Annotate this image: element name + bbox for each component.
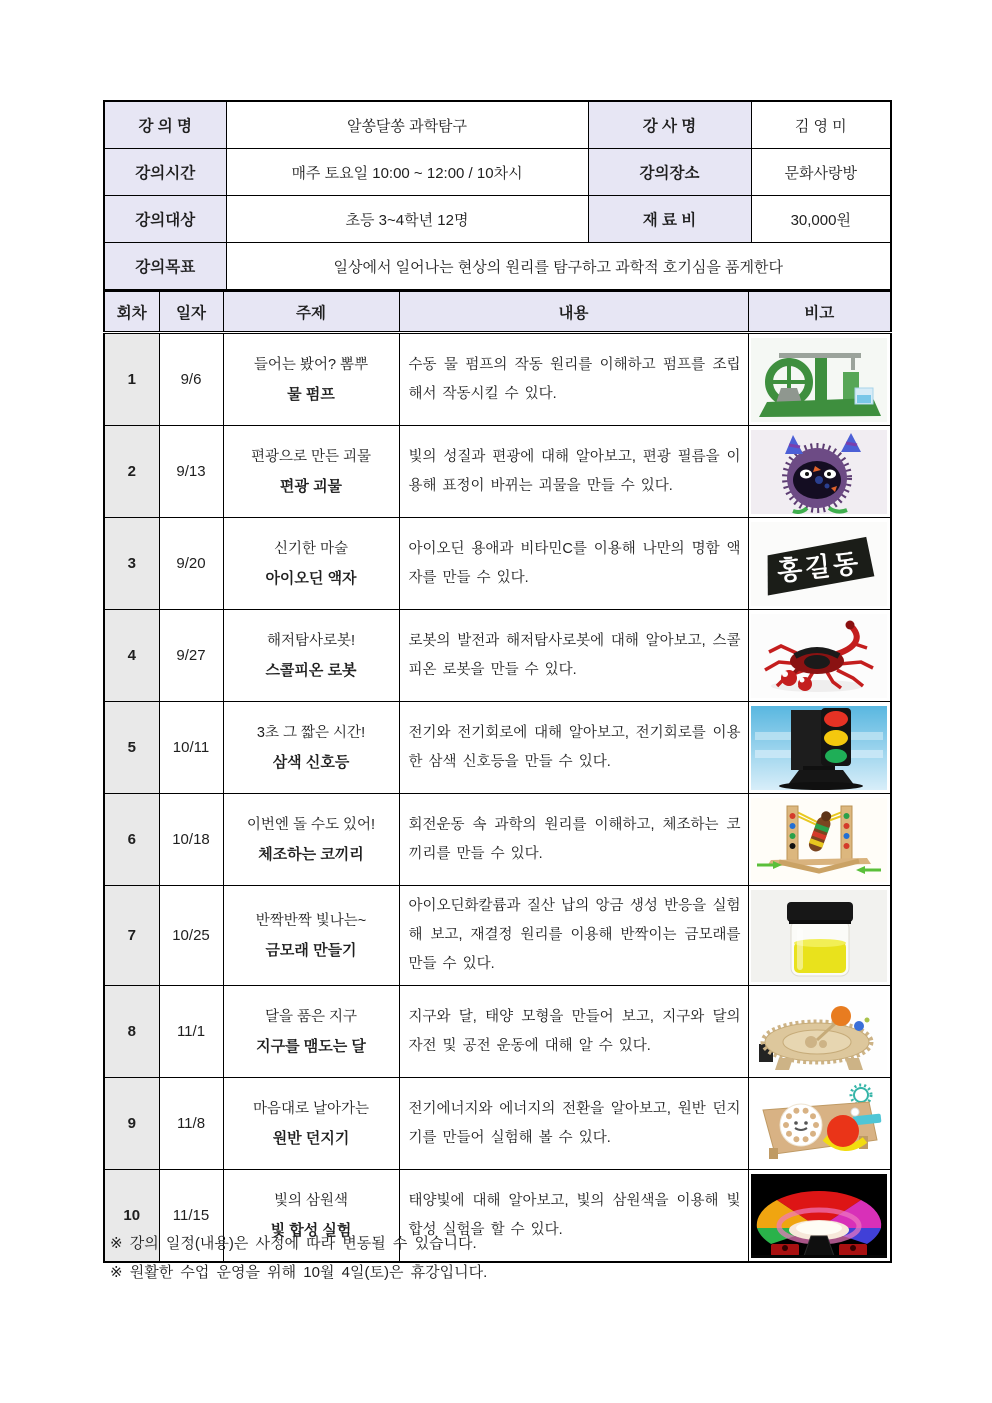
header-date: 일자 [159, 291, 223, 333]
session-photo-cell [748, 610, 891, 702]
session-number: 4 [104, 610, 159, 702]
course-syllabus [103, 100, 890, 1263]
header-session: 회차 [104, 291, 159, 333]
traffic-light-photo [751, 706, 887, 790]
instructor-label: 강 사 명 [588, 101, 751, 149]
topic-line2: 체조하는 코끼리 [258, 845, 364, 863]
schedule-table [103, 290, 892, 1263]
course-info-table [103, 100, 892, 291]
course-goal-value: 일상에서 일어나는 현상의 원리를 탐구하고 과학적 호기심을 품게한다 [226, 243, 891, 291]
session-content: 아이오딘화칼륨과 질산 납의 앙금 생성 반응을 실험해 보고, 재결정 원리를 이용해 반짝이는 금모래를 만들 수 있다. [399, 886, 748, 986]
schedule-row [104, 794, 891, 886]
session-photo-cell [748, 518, 891, 610]
earth-moon-orrery-photo [751, 990, 887, 1074]
session-topic [223, 426, 399, 518]
schedule-row [104, 702, 891, 794]
topic-line2: 스콜피온 로봇 [265, 661, 357, 679]
session-number: 9 [104, 1078, 159, 1170]
session-number: 10 [104, 1170, 159, 1263]
schedule-row [104, 610, 891, 702]
session-date: 10/25 [159, 886, 223, 986]
session-content: 아이오딘 용애과 비타민C를 이용해 나만의 명함 액자를 만들 수 있다. [399, 518, 748, 610]
session-topic [223, 702, 399, 794]
topic-line2: 편광 괴물 [279, 477, 343, 495]
session-number: 2 [104, 426, 159, 518]
schedule-header-row [104, 291, 891, 333]
session-photo-cell [748, 702, 891, 794]
schedule-row [104, 518, 891, 610]
topic-line2: 지구를 맴도는 달 [256, 1037, 366, 1055]
topic-line1: 빛의 삼원색 [273, 1192, 349, 1209]
session-date: 10/18 [159, 794, 223, 886]
session-content: 빛의 성질과 편광에 대해 알아보고, 편광 필름을 이용해 표정이 바뀌는 괴물을 만들 수 있다. [399, 426, 748, 518]
material-fee-label: 재 료 비 [588, 196, 751, 243]
course-time-value: 매주 토요일 10:00 ~ 12:00 / 10차시 [226, 149, 588, 196]
session-date: 9/20 [159, 518, 223, 610]
header-content: 내용 [399, 291, 748, 333]
session-content: 태양빛에 대해 알아보고, 빛의 삼원색을 이용해 빛 합성 실험을 할 수 있다. [399, 1170, 748, 1263]
course-goal-label: 강의목표 [104, 243, 226, 291]
gymnast-elephant-photo [751, 798, 887, 882]
topic-line2: 아이오딘 액자 [265, 569, 357, 587]
footnote-holiday: ※ 원활한 수업 운영을 위해 10월 4일(토)은 휴강입니다. [110, 1263, 488, 1281]
session-date: 10/11 [159, 702, 223, 794]
info-row [104, 196, 891, 243]
topic-line2: 빛 합성 실험 [270, 1221, 352, 1239]
footnotes [110, 1230, 870, 1287]
schedule-row [104, 1078, 891, 1170]
session-photo-cell [748, 886, 891, 986]
topic-line2: 삼색 신호등 [272, 753, 350, 771]
frame-name-text: 홍길동 [775, 547, 863, 586]
session-date: 11/1 [159, 986, 223, 1078]
schedule-row [104, 426, 891, 518]
session-number: 7 [104, 886, 159, 986]
topic-line1: 이번엔 돌 수도 있어! [246, 816, 376, 833]
session-date: 9/13 [159, 426, 223, 518]
session-topic [223, 986, 399, 1078]
session-content: 전기에너지와 에너지의 전환을 알아보고, 원반 던지기를 만들어 실험해 볼 수 있다. [399, 1078, 748, 1170]
info-row [104, 243, 891, 291]
gold-sand-jar-photo [751, 890, 887, 982]
session-photo-cell [748, 1078, 891, 1170]
info-row [104, 101, 891, 149]
session-number: 6 [104, 794, 159, 886]
footnote-schedule-change: ※ 강의 일정(내용)은 사정에 따라 변동될 수 있습니다. [110, 1235, 477, 1252]
session-topic [223, 610, 399, 702]
topic-line1: 마음대로 날아가는 [252, 1100, 370, 1117]
topic-line1: 편광으로 만든 괴물 [250, 448, 372, 465]
session-topic [223, 794, 399, 886]
session-photo-cell [748, 426, 891, 518]
course-name-label: 강 의 명 [104, 101, 226, 149]
session-number: 3 [104, 518, 159, 610]
info-row [104, 149, 891, 196]
header-note: 비고 [748, 291, 891, 333]
topic-line1: 들어는 봤어? 뽐뿌 [253, 356, 369, 373]
session-date: 11/8 [159, 1078, 223, 1170]
session-photo-cell [748, 333, 891, 426]
course-time-label: 강의시간 [104, 149, 226, 196]
topic-line1: 신기한 마술 [273, 540, 349, 557]
session-date: 9/6 [159, 333, 223, 426]
course-target-value: 초등 3~4학년 12명 [226, 196, 588, 243]
material-fee-value: 30,000원 [751, 196, 891, 243]
session-photo-cell [748, 794, 891, 886]
session-number: 8 [104, 986, 159, 1078]
header-topic: 주제 [223, 291, 399, 333]
session-content: 로봇의 발전과 해저탐사로봇에 대해 알아보고, 스콜피온 로봇을 만들 수 있다. [399, 610, 748, 702]
schedule-row [104, 986, 891, 1078]
session-topic [223, 333, 399, 426]
session-topic [223, 886, 399, 986]
schedule-row [104, 333, 891, 426]
session-photo-cell [748, 986, 891, 1078]
topic-line2: 원반 던지기 [272, 1129, 350, 1147]
scorpion-robot-photo [751, 614, 887, 698]
course-place-value: 문화사랑방 [751, 149, 891, 196]
session-content: 수동 물 펌프의 작동 원리를 이해하고 펌프를 조립해서 작동시킬 수 있다. [399, 333, 748, 426]
topic-line2: 물 펌프 [287, 385, 335, 403]
session-content: 회전운동 속 과학의 원리를 이해하고, 체조하는 코끼리를 만들 수 있다. [399, 794, 748, 886]
topic-line1: 반짝반짝 빛나는~ [255, 912, 367, 929]
topic-line1: 달을 품은 지구 [264, 1008, 358, 1025]
session-date: 11/15 [159, 1170, 223, 1263]
topic-line1: 해저탐사로봇! [266, 632, 356, 649]
iodine-name-frame-photo [751, 522, 887, 606]
topic-line1: 3초 그 짧은 시간! [256, 724, 366, 741]
water-pump-photo [751, 338, 887, 422]
polarized-monster-photo [751, 430, 887, 514]
topic-line2: 금모래 만들기 [265, 941, 357, 959]
course-target-label: 강의대상 [104, 196, 226, 243]
session-topic [223, 1078, 399, 1170]
session-content: 전기와 전기회로에 대해 알아보고, 전기회로를 이용한 삼색 신호등을 만들 수 있다. [399, 702, 748, 794]
session-number: 5 [104, 702, 159, 794]
schedule-row [104, 886, 891, 986]
session-content: 지구와 달, 태양 모형을 만들어 보고, 지구와 달의 자전 및 공전 운동에 대해 알 수 있다. [399, 986, 748, 1078]
session-topic [223, 518, 399, 610]
session-date: 9/27 [159, 610, 223, 702]
instructor-value: 김 영 미 [751, 101, 891, 149]
disc-launcher-photo [751, 1082, 887, 1166]
course-name-value: 알쏭달쏭 과학탐구 [226, 101, 588, 149]
course-place-label: 강의장소 [588, 149, 751, 196]
session-number: 1 [104, 333, 159, 426]
